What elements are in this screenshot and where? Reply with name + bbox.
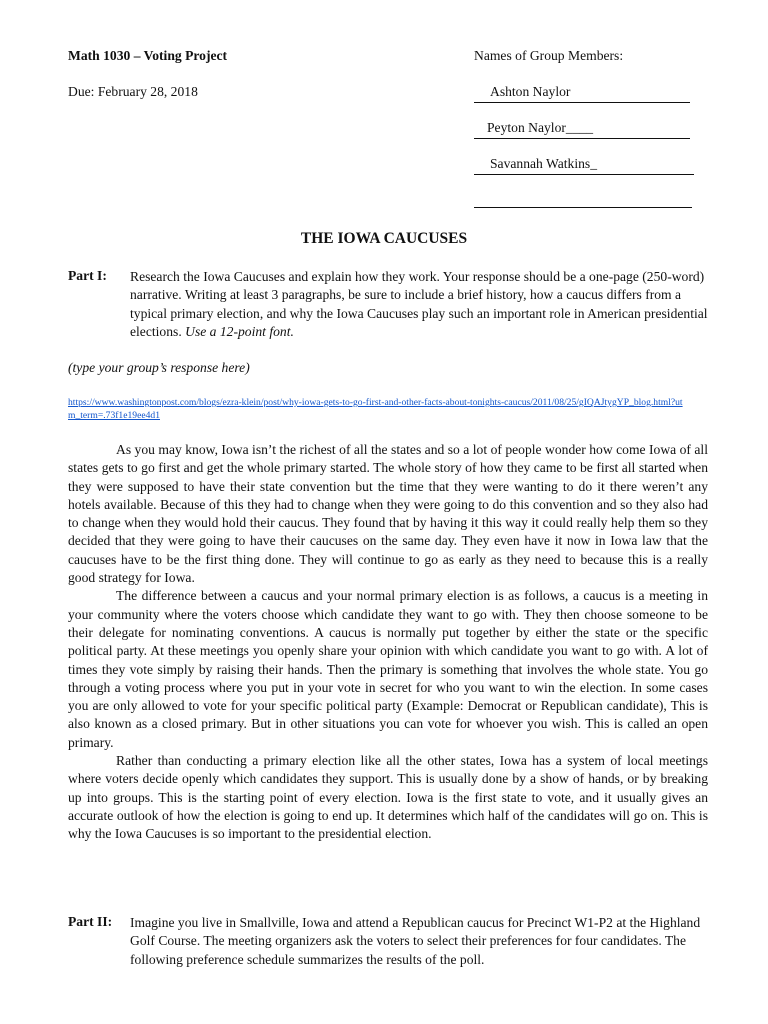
part2-label: Part II: bbox=[68, 914, 113, 929]
member-field-4 bbox=[474, 189, 692, 208]
essay-paragraph-1: As you may know, Iowa isn’t the richest of all the states and so a lot of people wonder how come Iowa of all states gets to go first and get the whole primary started. The whole story of how they came to be first all started when they were supposed to have their state convention but the time that they were wanting to do it there weren’t any hotels available. Because of this they had to change when they were going to do this convention and so they also had to change when they would hold their caucus. They found that by having it this way it could really help them so they decided that they were going to have their caucuses on the same day. They even have it now in Iowa law that the caucuses have to be the first thing done. They will continue to go as early as they need to because this is a really good strategy for Iowa. bbox=[68, 442, 708, 586]
member-field-1 bbox=[474, 84, 690, 103]
response-placeholder: (type your group’s response here) bbox=[68, 360, 250, 375]
part2-text: Imagine you live in Smallville, Iowa and attend a Republican caucus for Precinct W1-P2 at the Highland Golf Course. The meeting organizers ask the voters to select their preferences for four candidates. The following preference schedule summarizes the results of the poll. bbox=[130, 915, 701, 967]
part1-label: Part I: bbox=[68, 268, 107, 283]
part1-text: Research the Iowa Caucuses and explain how they work. Your response should be a one-page (250-word) narrative. Writing at least 3 paragraphs, be sure to include a brief history, how a caucus differs from a typical primary election, and why the Iowa Caucuses play such an important role in American presidential elections. bbox=[130, 269, 708, 339]
due-date: Due: February 28, 2018 bbox=[68, 84, 198, 99]
member-field-2 bbox=[474, 120, 690, 139]
member-name: Ashton Naylor bbox=[490, 84, 571, 99]
essay-paragraph-3: Rather than conducting a primary election like all the other states, Iowa has a system of local meetings where voters decide openly which candidates they support. This is usually done by a show of hands, or by breaking up into groups. This is the starting point of every election. Iowa is the first state to vote, and it usually gives an accurate outlook of how the election is going to end up. It determines which half of the candidates will go on. This is why the Iowa Caucuses is so important to the presidential election. bbox=[68, 753, 708, 842]
document-title: THE IOWA CAUCUSES bbox=[300, 230, 468, 247]
source-link[interactable]: https://www.washingtonpost.com/blogs/ezra-klein/post/why-iowa-gets-to-go-first-and-other-facts-about-tonights-caucus/2011/08/25/gIQAJtygYP_blog.html?utm_term=.73f1e19ee4d1 bbox=[68, 397, 683, 421]
member-field-3 bbox=[474, 156, 694, 175]
part1-instructions bbox=[130, 268, 720, 341]
member-name: Peyton Naylor____ bbox=[487, 120, 594, 135]
members-label: Names of Group Members: bbox=[474, 48, 624, 63]
course-title: Math 1030 – Voting Project bbox=[68, 48, 228, 63]
essay-paragraph-2: The difference between a caucus and your normal primary election is as follows, a caucus is a meeting in your community where the voters choose which candidate they want to go with. They then choose someone to be their delegate for nominating conventions. A caucus is normally put together by either the state or the specific political party. At these meetings you openly share your opinion with which candidate you want to go with. A lot of times they vote simply by raising their hands. Then the primary is something that involves the whole state. You go through a voting process where you put in your vote in secret for who you want to win the election. In some cases you are only allowed to vote for your specific political party (Example: Democrat or Republican candidate), This is also known as a closed primary. But in other situations you can vote for whoever you wish. This is called an open primary. bbox=[68, 588, 708, 750]
part1-emphasis: Use a 12-point font. bbox=[185, 323, 294, 339]
essay-body bbox=[68, 441, 708, 844]
member-name: Savannah Watkins_ bbox=[490, 156, 598, 171]
